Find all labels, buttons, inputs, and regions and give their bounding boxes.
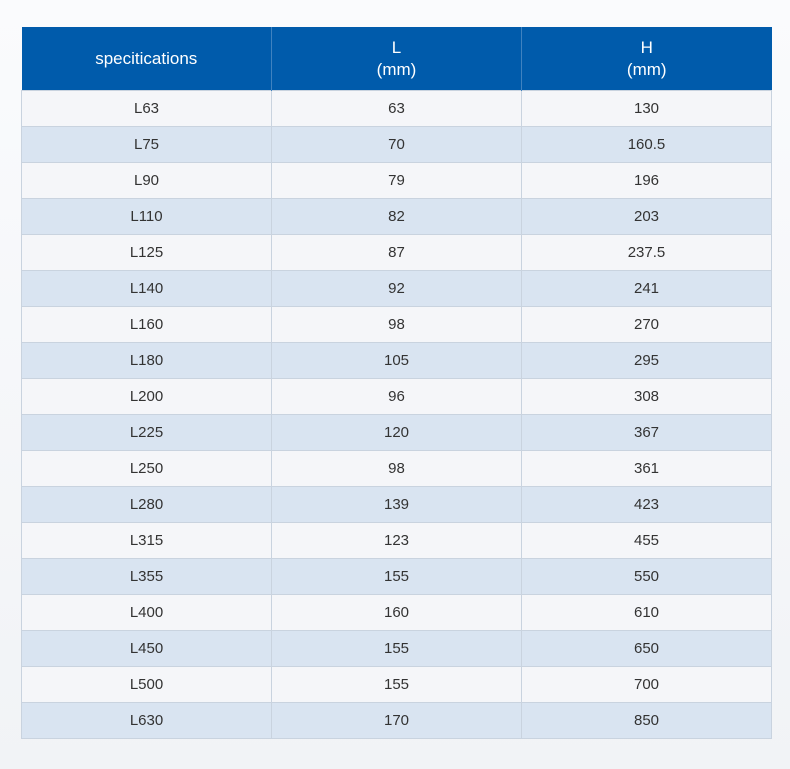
l-cell: 160 — [272, 595, 522, 631]
table-header — [22, 27, 772, 91]
h-cell: 455 — [522, 523, 772, 559]
spec-cell: L75 — [22, 127, 272, 163]
h-cell: 203 — [522, 199, 772, 235]
spec-cell: L400 — [22, 595, 272, 631]
spec-cell: L630 — [22, 703, 272, 739]
table-row — [22, 559, 772, 595]
h-cell: 270 — [522, 307, 772, 343]
spec-cell: L140 — [22, 271, 272, 307]
spec-cell: L125 — [22, 235, 272, 271]
header-unit: (mm) — [376, 59, 417, 79]
h-cell: 196 — [522, 163, 772, 199]
l-cell: 155 — [272, 559, 522, 595]
table-row — [22, 379, 772, 415]
h-cell: 308 — [522, 379, 772, 415]
l-cell: 170 — [272, 703, 522, 739]
h-cell: 367 — [522, 415, 772, 451]
spec-table — [21, 27, 772, 739]
header-label: specitications — [95, 48, 198, 68]
header-label: H — [640, 37, 653, 57]
table-row — [22, 631, 772, 667]
table-body — [22, 91, 772, 739]
h-cell: 700 — [522, 667, 772, 703]
l-cell: 98 — [272, 451, 522, 487]
table-row — [22, 667, 772, 703]
h-cell: 130 — [522, 91, 772, 127]
l-cell: 139 — [272, 487, 522, 523]
l-cell: 63 — [272, 91, 522, 127]
l-cell: 120 — [272, 415, 522, 451]
header-row — [22, 27, 772, 91]
spec-cell: L110 — [22, 199, 272, 235]
l-cell: 82 — [272, 199, 522, 235]
table-row — [22, 235, 772, 271]
spec-cell: L250 — [22, 451, 272, 487]
table-row — [22, 199, 772, 235]
table-row — [22, 415, 772, 451]
table-row — [22, 451, 772, 487]
table-row — [22, 523, 772, 559]
table-row — [22, 487, 772, 523]
table-row — [22, 127, 772, 163]
table-row — [22, 703, 772, 739]
l-cell: 105 — [272, 343, 522, 379]
h-cell: 850 — [522, 703, 772, 739]
spec-cell: L200 — [22, 379, 272, 415]
l-cell: 96 — [272, 379, 522, 415]
spec-cell: L225 — [22, 415, 272, 451]
h-cell: 361 — [522, 451, 772, 487]
l-cell: 92 — [272, 271, 522, 307]
spec-cell: L500 — [22, 667, 272, 703]
table-row — [22, 91, 772, 127]
h-cell: 610 — [522, 595, 772, 631]
l-cell: 155 — [272, 631, 522, 667]
table-row — [22, 307, 772, 343]
table-row — [22, 271, 772, 307]
table-row — [22, 595, 772, 631]
header-specifications — [22, 27, 272, 91]
spec-cell: L450 — [22, 631, 272, 667]
spec-cell: L280 — [22, 487, 272, 523]
h-cell: 295 — [522, 343, 772, 379]
header-label: L — [391, 37, 402, 57]
table-row — [22, 343, 772, 379]
h-cell: 241 — [522, 271, 772, 307]
spec-table-container — [21, 27, 771, 739]
l-cell: 79 — [272, 163, 522, 199]
h-cell: 650 — [522, 631, 772, 667]
header-h — [522, 27, 772, 91]
l-cell: 155 — [272, 667, 522, 703]
l-cell: 87 — [272, 235, 522, 271]
header-unit: (mm) — [626, 59, 667, 79]
spec-cell: L90 — [22, 163, 272, 199]
spec-cell: L160 — [22, 307, 272, 343]
spec-cell: L315 — [22, 523, 272, 559]
h-cell: 423 — [522, 487, 772, 523]
spec-cell: L355 — [22, 559, 272, 595]
h-cell: 160.5 — [522, 127, 772, 163]
spec-cell: L63 — [22, 91, 272, 127]
h-cell: 550 — [522, 559, 772, 595]
header-l — [272, 27, 522, 91]
l-cell: 123 — [272, 523, 522, 559]
table-row — [22, 163, 772, 199]
spec-cell: L180 — [22, 343, 272, 379]
l-cell: 70 — [272, 127, 522, 163]
h-cell: 237.5 — [522, 235, 772, 271]
l-cell: 98 — [272, 307, 522, 343]
